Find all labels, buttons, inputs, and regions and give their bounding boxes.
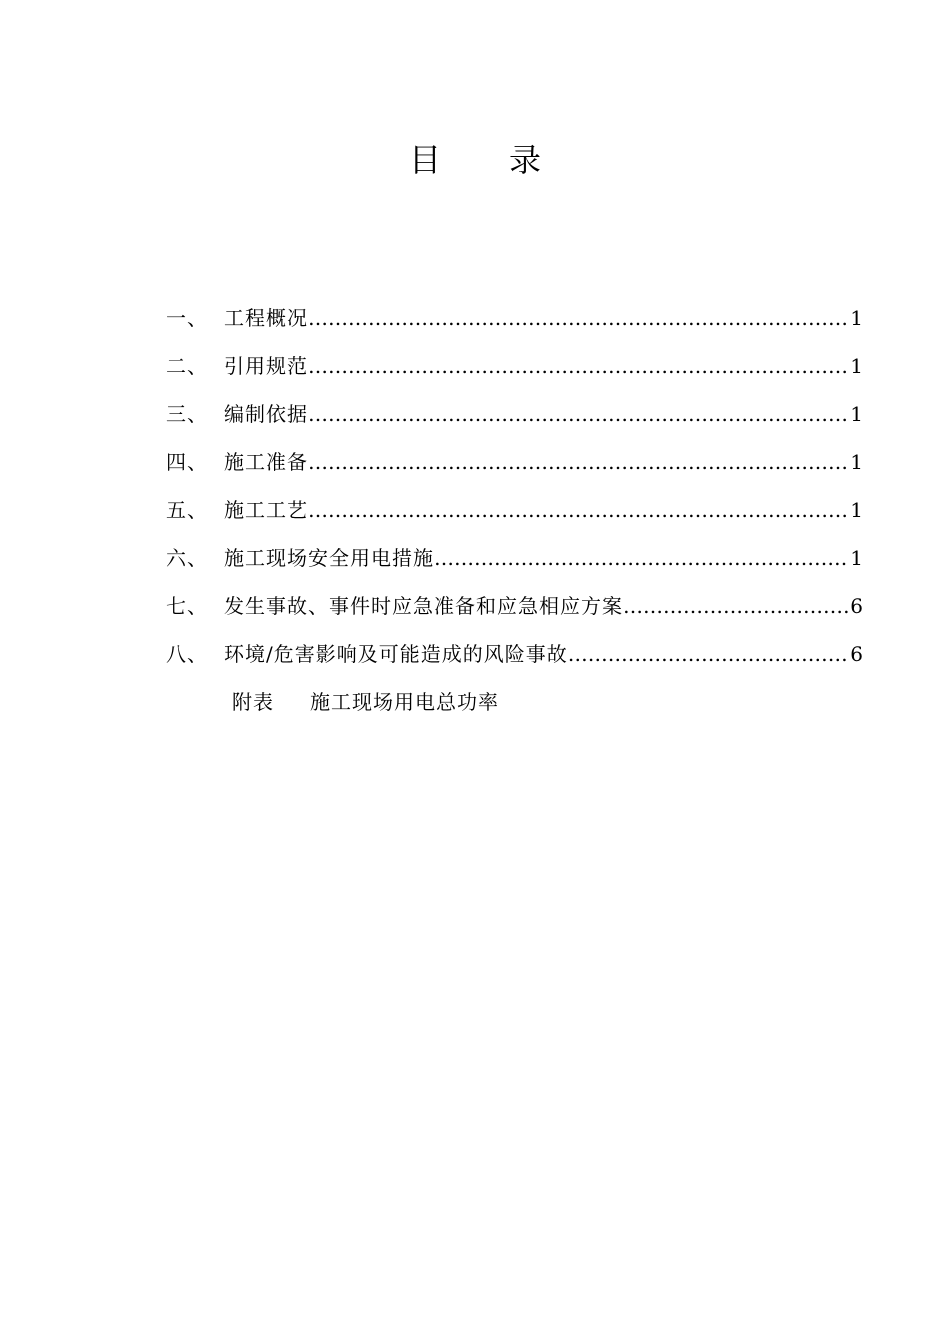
toc-dot-leader	[623, 586, 848, 626]
toc-entry-number: 五、	[166, 498, 208, 522]
toc-entry-number: 六、	[166, 546, 208, 570]
toc-entry-number: 八、	[166, 642, 208, 666]
toc-entry-page: 6	[850, 642, 864, 666]
toc-dot-leader	[434, 538, 848, 578]
toc-entry-title: 环境/危害影响及可能造成的风险事故	[224, 642, 568, 666]
title-char-2: 录	[509, 141, 542, 179]
appendix-entry[interactable]	[166, 682, 864, 722]
toc-entry-title: 施工工艺	[224, 498, 308, 522]
toc-entry-number: 二、	[166, 354, 208, 378]
toc-entry-page: 1	[850, 450, 864, 474]
toc-entry[interactable]	[166, 394, 864, 442]
toc-entry-title: 施工现场安全用电措施	[224, 546, 434, 570]
toc-entry-page: 1	[850, 546, 864, 570]
toc-entry-title: 引用规范	[224, 354, 308, 378]
toc-entry[interactable]	[166, 442, 864, 490]
title-char-1: 目	[408, 141, 441, 179]
page-title	[0, 140, 950, 180]
appendix-title: 施工现场用电总功率	[310, 690, 499, 714]
toc-entry-number: 一、	[166, 306, 208, 330]
toc-entry-number: 三、	[166, 402, 208, 426]
toc-entry-page: 1	[850, 402, 864, 426]
appendix-label: 附表	[232, 690, 274, 714]
toc-dot-leader	[308, 490, 848, 530]
toc-entry-title: 发生事故、事件时应急准备和应急相应方案	[224, 594, 623, 618]
toc-entry[interactable]	[166, 586, 864, 634]
toc-entry-page: 1	[850, 354, 864, 378]
toc-entry[interactable]	[166, 634, 864, 682]
toc-entry[interactable]	[166, 298, 864, 346]
toc-entry-title: 工程概况	[224, 306, 308, 330]
toc-entry-number: 四、	[166, 450, 208, 474]
table-of-contents	[166, 298, 864, 722]
toc-entry-title: 施工准备	[224, 450, 308, 474]
toc-entry-title: 编制依据	[224, 402, 308, 426]
toc-entry[interactable]	[166, 538, 864, 586]
toc-entry-page: 1	[850, 498, 864, 522]
toc-entry-page: 6	[850, 594, 864, 618]
toc-entry-number: 七、	[166, 594, 208, 618]
toc-entry[interactable]	[166, 346, 864, 394]
toc-dot-leader	[308, 394, 848, 434]
toc-dot-leader	[308, 346, 848, 386]
toc-dot-leader	[568, 634, 849, 674]
toc-entry-page: 1	[850, 306, 864, 330]
toc-dot-leader	[308, 442, 848, 482]
toc-dot-leader	[308, 298, 848, 338]
toc-entry[interactable]	[166, 490, 864, 538]
